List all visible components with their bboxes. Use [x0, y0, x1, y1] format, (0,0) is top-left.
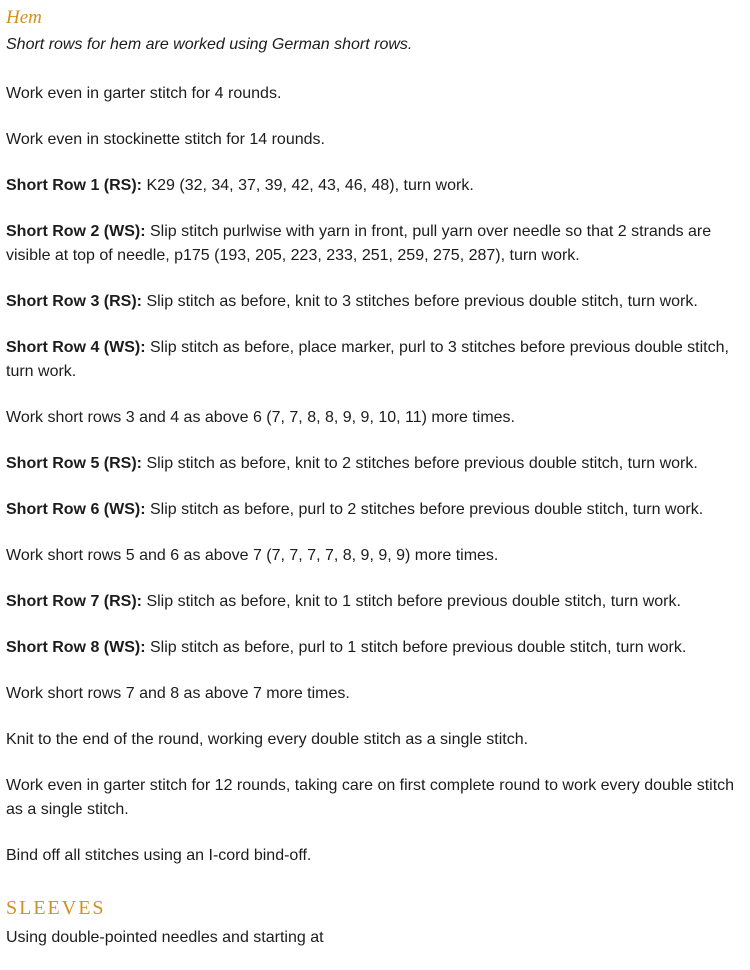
sleeves-heading: SLEEVES	[6, 897, 106, 919]
step-text: Slip stitch as before, purl to 1 stitch before previous double stitch, turn work.	[145, 639, 687, 656]
step-label: Short Row 3 (RS):	[6, 293, 142, 310]
step-label: Short Row 6 (WS):	[6, 501, 146, 518]
step-label: Short Row 4 (WS):	[6, 339, 146, 356]
step-text: Slip stitch as before, purl to 2 stitches before previous double stitch, turn work.	[145, 501, 704, 518]
hem-step	[6, 590, 744, 614]
hem-step	[6, 174, 744, 198]
step-text: Work even in garter stitch for 4 rounds.	[6, 85, 282, 102]
step-text: Work short rows 3 and 4 as above 6 (7, 7, 8, 8, 9, 9, 10, 11) more times.	[6, 409, 515, 426]
hem-step	[6, 728, 744, 752]
step-text: Work even in stockinette stitch for 14 rounds.	[6, 131, 325, 148]
hem-steps	[6, 82, 744, 868]
step-text: Work short rows 7 and 8 as above 7 more times.	[6, 685, 350, 702]
step-text: Slip stitch as before, knit to 2 stitches before previous double stitch, turn work.	[142, 455, 698, 472]
step-label: Short Row 8 (WS):	[6, 639, 146, 656]
step-text: Work short rows 5 and 6 as above 7 (7, 7, 7, 7, 8, 9, 9, 9) more times.	[6, 547, 499, 564]
step-text: Slip stitch purlwise with yarn in front, pull yarn over needle so that 2 strands are visible at top of needle, p175 (193, 205, 223, 233, 251, 259, 275, 287), turn work.	[6, 223, 712, 264]
hem-step	[6, 82, 744, 106]
hem-step	[6, 336, 744, 384]
hem-step	[6, 220, 744, 268]
hem-step	[6, 498, 744, 522]
hem-step	[6, 544, 744, 568]
step-text: Bind off all stitches using an I-cord bind-off.	[6, 847, 312, 864]
step-text: K29 (32, 34, 37, 39, 42, 43, 46, 48), turn work.	[142, 177, 474, 194]
step-text: Knit to the end of the round, working every double stitch as a single stitch.	[6, 731, 529, 748]
step-text: Slip stitch as before, knit to 1 stitch before previous double stitch, turn work.	[142, 593, 681, 610]
hem-step	[6, 636, 744, 660]
hem-intro: Short rows for hem are worked using German short rows.	[6, 36, 413, 53]
hem-step	[6, 406, 744, 430]
step-label: Short Row 7 (RS):	[6, 593, 142, 610]
hem-step	[6, 128, 744, 152]
hem-step	[6, 682, 744, 706]
step-label: Short Row 1 (RS):	[6, 177, 142, 194]
sleeves-intro: Using double-pointed needles and starting at	[6, 929, 324, 946]
step-label: Short Row 2 (WS):	[6, 223, 146, 240]
step-text: Slip stitch as before, place marker, purl to 3 stitches before previous double stitch, turn work.	[6, 339, 729, 380]
step-text: Work even in garter stitch for 12 rounds, taking care on first complete round to work every double stitch as a single stitch.	[6, 777, 735, 818]
hem-step	[6, 452, 744, 476]
step-label: Short Row 5 (RS):	[6, 455, 142, 472]
hem-step	[6, 290, 744, 314]
step-text: Slip stitch as before, knit to 3 stitches before previous double stitch, turn work.	[142, 293, 698, 310]
hem-heading: Hem	[6, 7, 42, 28]
hem-step	[6, 774, 744, 822]
hem-step	[6, 844, 744, 868]
